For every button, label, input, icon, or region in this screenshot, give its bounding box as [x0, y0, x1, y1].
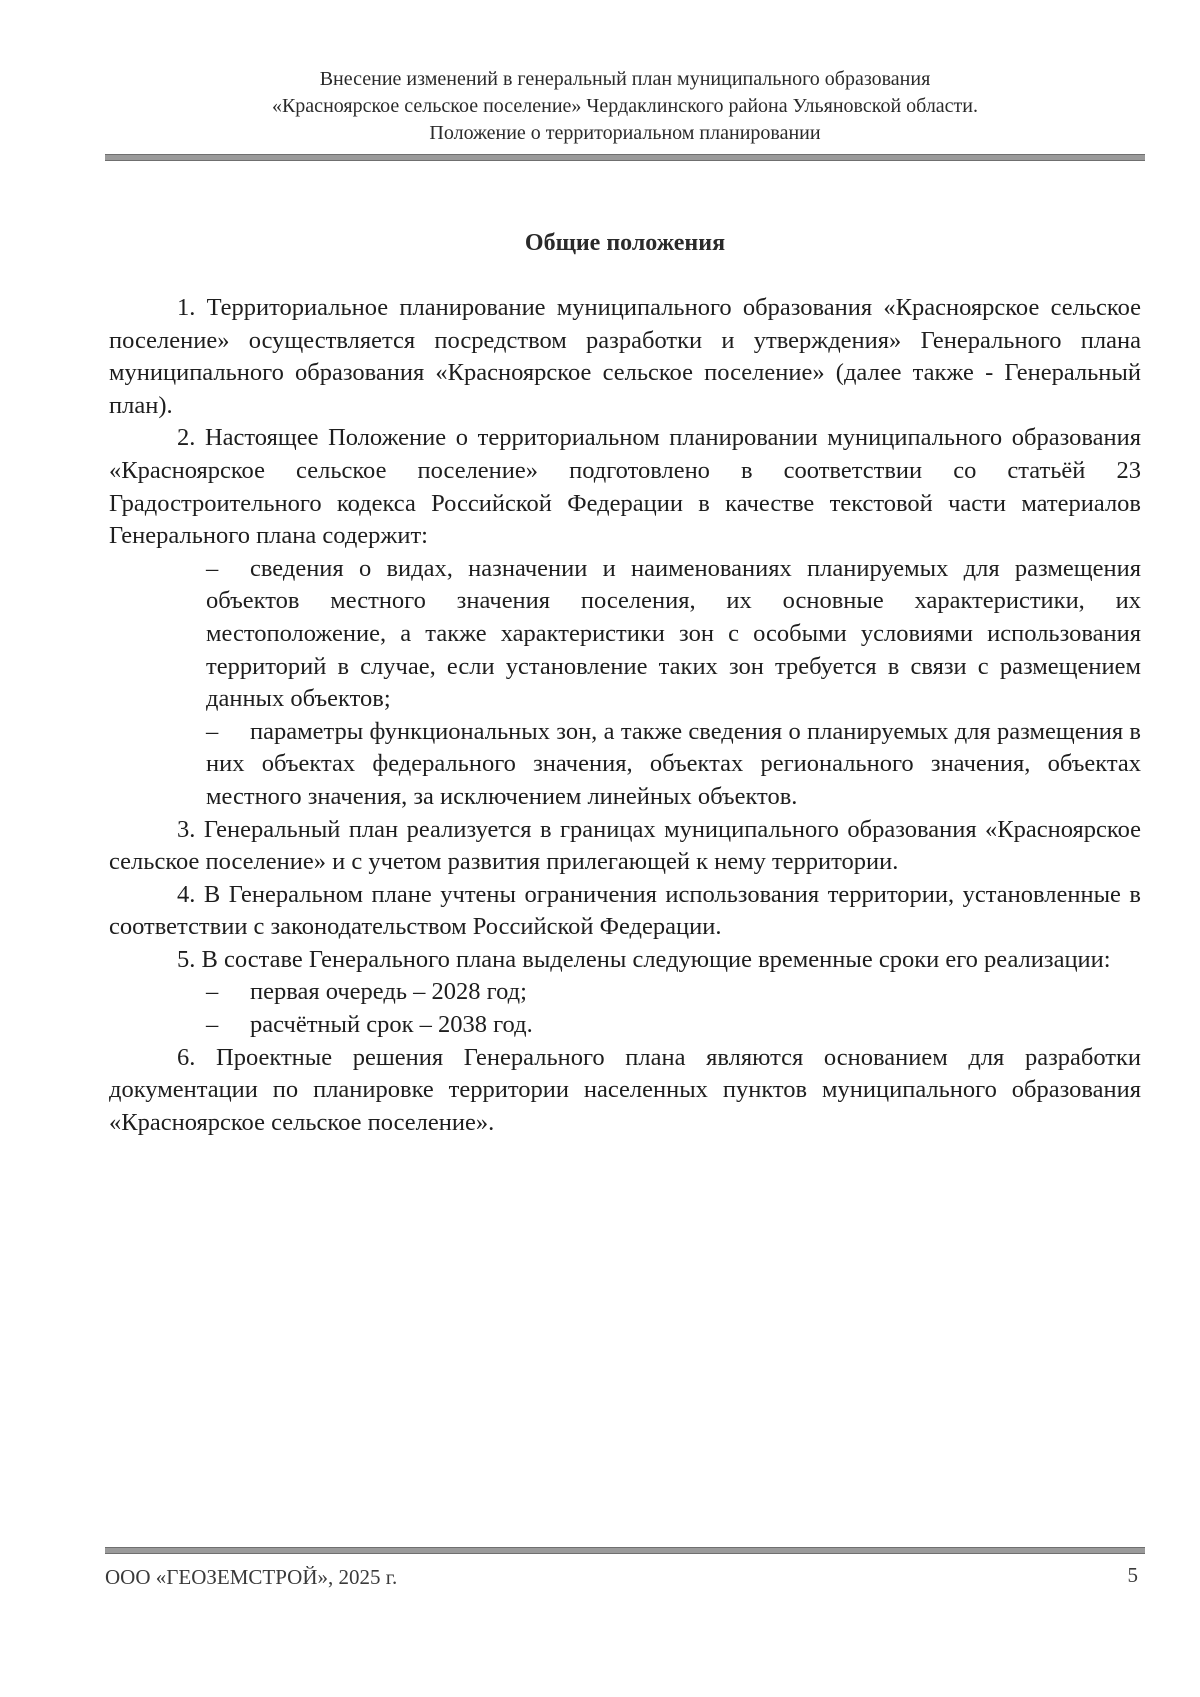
bullet-dash: –	[206, 717, 219, 745]
footer-company: ООО «ГЕОЗЕМСТРОЙ», 2025 г.	[105, 1565, 398, 1589]
bullet-dash: –	[206, 1011, 219, 1039]
list-item-text: первая очередь – 2028 год;	[250, 978, 527, 1006]
paragraph-1: 1. Территориальное планирование муниципального образования «Красноярское сельское поселение» осуществляется посредством разработки и утверждения» Генерального плана муниципального образования «Красноярское сельское поселение» (далее также - Генеральный план).	[109, 294, 1141, 419]
list-item	[109, 1009, 1141, 1042]
paragraph-6: 6. Проектные решения Генерального плана являются основанием для разработки документации по планировке территории населенных пунктов муниципального образования «Красноярское сельское поселение».	[109, 1043, 1141, 1136]
paragraph-5: 5. В составе Генерального плана выделены следующие временные сроки его реализации:	[177, 945, 1111, 973]
list-item	[109, 553, 1141, 716]
list-item-text: параметры функциональных зон, а также сведения о планируемых для размещения в них объектах федерального значения, объектах регионального значения, объектах местного значения, за исключением линейных объектов.	[206, 717, 1141, 810]
header-line-2: «Красноярское сельское поселение» Чердаклинского района Ульяновской области.	[271, 95, 979, 117]
page-number: 5	[1127, 1563, 1138, 1587]
header-line-3: Положение о территориальном планировании	[429, 122, 821, 144]
bullet-dash: –	[206, 978, 219, 1006]
paragraph-2: 2. Настоящее Положение о территориальном планировании муниципального образования «Красноярское сельское поселение» подготовлено в соответствии со статьёй 23 Градостроительного кодекса Российской Федерации в качестве текстовой части материалов Генерального плана содержит:	[109, 424, 1141, 550]
section-title: Общие положения	[524, 230, 726, 256]
list-item-text: сведения о видах, назначении и наименованиях планируемых для размещения объектов местного значения поселения, их основные характеристики, их местоположение, а также характеристики зон с особыми условиями использования территорий в случае, если установление таких зон требуется в связи с размещением данных объектов;	[206, 554, 1141, 713]
header-line-1: Внесение изменений в генеральный план муниципального образования	[319, 68, 931, 90]
paragraph-3: 3. Генеральный план реализуется в границах муниципального образования «Красноярское сельское поселение» и с учетом развития прилегающей к нему территории.	[109, 815, 1141, 876]
list-item-text: расчётный срок – 2038 год.	[250, 1011, 533, 1039]
list-item	[109, 976, 1141, 1009]
bullet-dash: –	[206, 554, 219, 582]
list-item	[109, 716, 1141, 814]
document-body	[109, 292, 1141, 1139]
running-header	[105, 66, 1145, 147]
header-divider	[105, 154, 1145, 161]
paragraph-4: 4. В Генеральном плане учтены ограничения использования территории, установленные в соответствии с законодательством Российской Федерации.	[109, 880, 1141, 941]
footer-divider	[105, 1547, 1145, 1554]
